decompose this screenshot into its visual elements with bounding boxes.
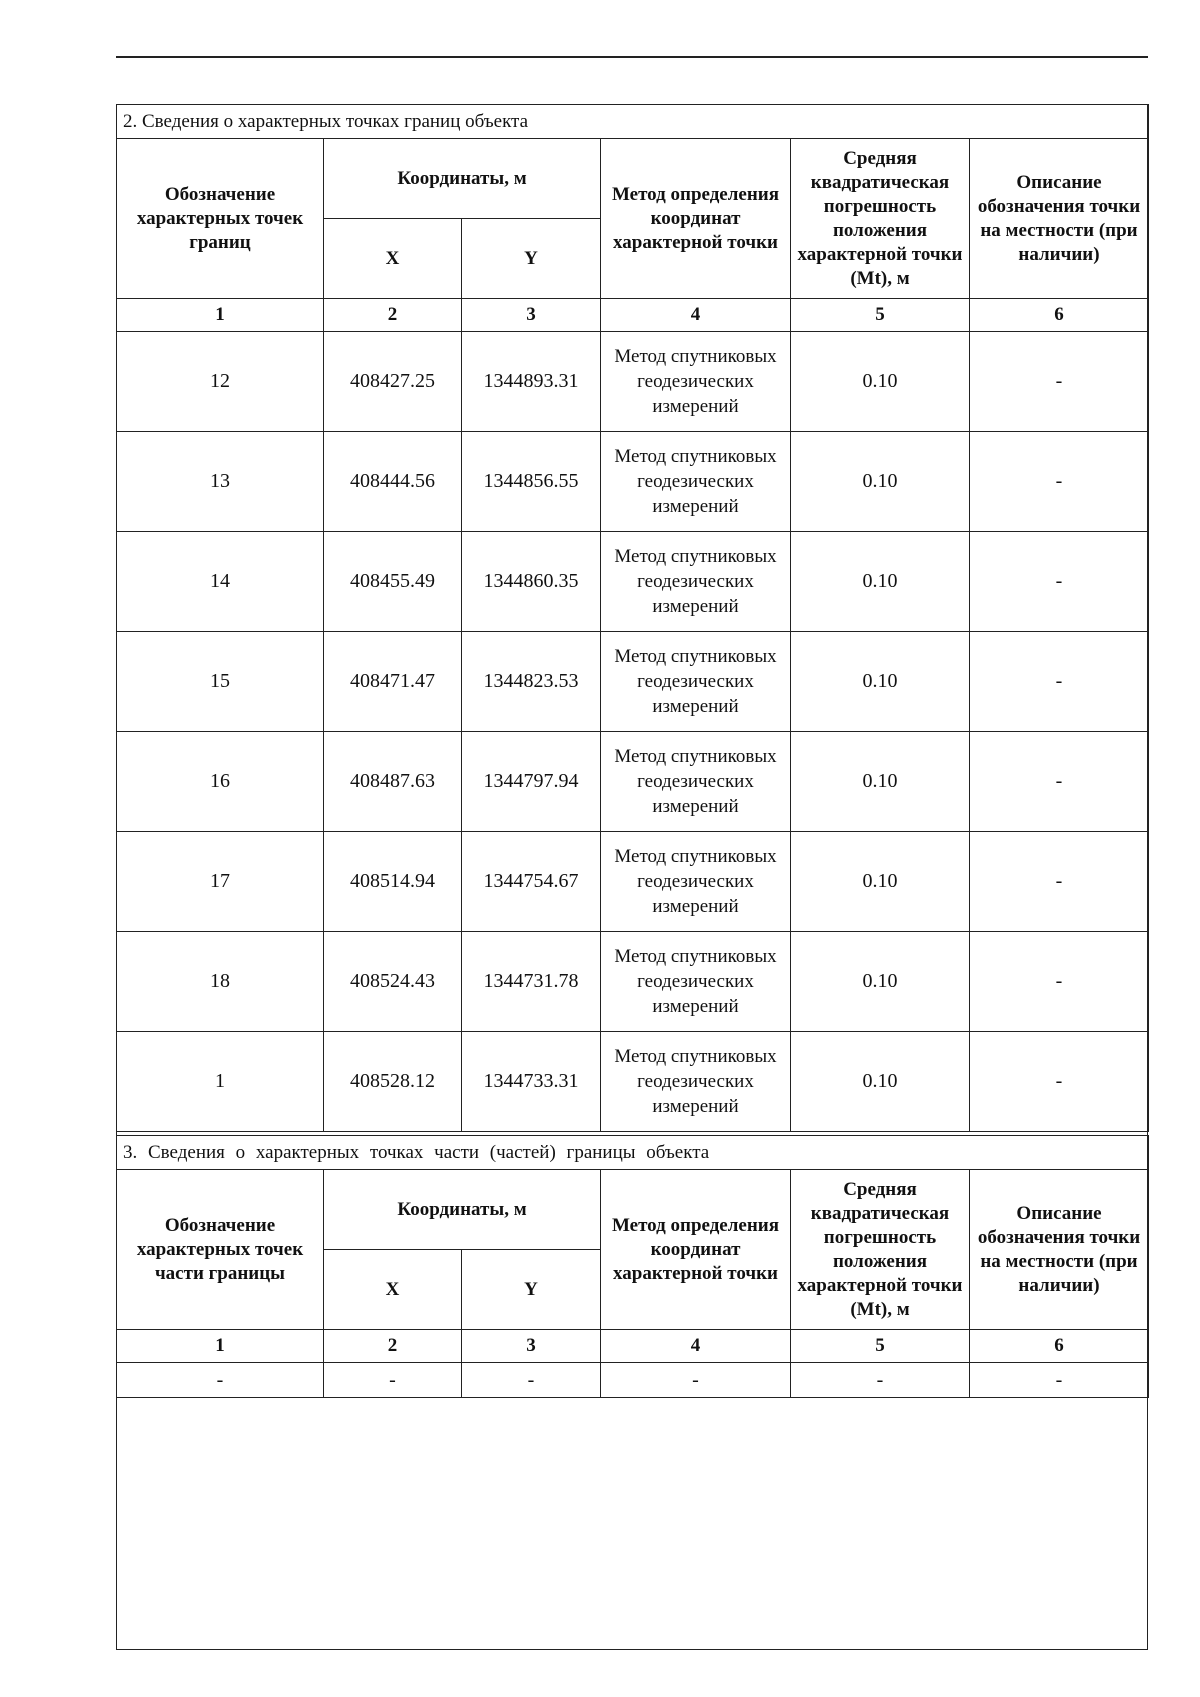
mean-error: 0.10 [791, 532, 970, 632]
point-description: - [970, 632, 1149, 732]
point-description: - [970, 432, 1149, 532]
mean-error: 0.10 [791, 832, 970, 932]
empty-cell: - [791, 1363, 970, 1398]
column-number: 1 [117, 1330, 324, 1363]
mean-error: 0.10 [791, 1032, 970, 1132]
method: Метод спутниковых геодезических измерений [601, 832, 791, 932]
section-caption: 3. Сведения о характерных точках части (частей) границы объекта [117, 1136, 1149, 1170]
coord-x: 408524.43 [324, 932, 462, 1032]
point-id: 16 [117, 732, 324, 832]
point-id: 12 [117, 332, 324, 432]
column-number: 5 [791, 299, 970, 332]
method: Метод спутниковых геодезических измерений [601, 332, 791, 432]
point-description: - [970, 1032, 1149, 1132]
header-method: Метод определения координат характерной точки [601, 1170, 791, 1330]
method: Метод спутниковых геодезических измерений [601, 1032, 791, 1132]
column-number: 3 [462, 299, 601, 332]
point-id: 14 [117, 532, 324, 632]
boundary-points-table [116, 104, 1149, 1132]
table-row [117, 932, 1149, 1032]
column-number: 6 [970, 299, 1149, 332]
empty-cell: - [117, 1363, 324, 1398]
empty-cell: - [601, 1363, 791, 1398]
coord-y: 1344797.94 [462, 732, 601, 832]
mean-error: 0.10 [791, 932, 970, 1032]
header-coordinates: Координаты, м [324, 1170, 601, 1250]
table-row [117, 1363, 1149, 1398]
header-x: X [324, 1250, 462, 1330]
point-description: - [970, 932, 1149, 1032]
coord-x: 408455.49 [324, 532, 462, 632]
coord-x: 408427.25 [324, 332, 462, 432]
header-y: Y [462, 219, 601, 299]
column-number: 5 [791, 1330, 970, 1363]
mean-error: 0.10 [791, 732, 970, 832]
table-row [117, 332, 1149, 432]
method: Метод спутниковых геодезических измерений [601, 532, 791, 632]
coord-y: 1344731.78 [462, 932, 601, 1032]
header-coordinates: Координаты, м [324, 139, 601, 219]
header-description: Описание обозначения точки на местности (при наличии) [970, 139, 1149, 299]
column-number: 2 [324, 299, 462, 332]
point-id: 13 [117, 432, 324, 532]
table-row [117, 432, 1149, 532]
empty-cell: - [970, 1363, 1149, 1398]
table-row [117, 632, 1149, 732]
method: Метод спутниковых геодезических измерений [601, 632, 791, 732]
mean-error: 0.10 [791, 432, 970, 532]
column-number: 4 [601, 1330, 791, 1363]
coord-x: 408444.56 [324, 432, 462, 532]
coord-x: 408487.63 [324, 732, 462, 832]
point-description: - [970, 532, 1149, 632]
empty-cell: - [324, 1363, 462, 1398]
header-x: X [324, 219, 462, 299]
mean-error: 0.10 [791, 632, 970, 732]
coord-y: 1344754.67 [462, 832, 601, 932]
method: Метод спутниковых геодезических измерений [601, 432, 791, 532]
header-error: Средняя квадратическая погрешность положения характерной точки (Mt), м [791, 1170, 970, 1330]
coord-y: 1344823.53 [462, 632, 601, 732]
coord-x: 408471.47 [324, 632, 462, 732]
mean-error: 0.10 [791, 332, 970, 432]
header-description: Описание обозначения точки на местности (при наличии) [970, 1170, 1149, 1330]
coord-y: 1344860.35 [462, 532, 601, 632]
column-number: 2 [324, 1330, 462, 1363]
section-caption: 2. Сведения о характерных точках границ объекта [117, 105, 1149, 139]
empty-cell: - [462, 1363, 601, 1398]
header-error: Средняя квадратическая погрешность положения характерной точки (Mt), м [791, 139, 970, 299]
column-number: 1 [117, 299, 324, 332]
coord-x: 408528.12 [324, 1032, 462, 1132]
coord-y: 1344893.31 [462, 332, 601, 432]
column-number: 4 [601, 299, 791, 332]
method: Метод спутниковых геодезических измерений [601, 732, 791, 832]
header-y: Y [462, 1250, 601, 1330]
method: Метод спутниковых геодезических измерений [601, 932, 791, 1032]
table-row [117, 832, 1149, 932]
top-rule [116, 56, 1148, 58]
point-description: - [970, 832, 1149, 932]
coord-y: 1344733.31 [462, 1032, 601, 1132]
coord-x: 408514.94 [324, 832, 462, 932]
table-row [117, 1032, 1149, 1132]
point-id: 1 [117, 1032, 324, 1132]
point-id: 15 [117, 632, 324, 732]
header-designation: Обозначение характерных точек части границы [117, 1170, 324, 1330]
table-row [117, 532, 1149, 632]
header-designation: Обозначение характерных точек границ [117, 139, 324, 299]
point-description: - [970, 332, 1149, 432]
column-number: 3 [462, 1330, 601, 1363]
coord-y: 1344856.55 [462, 432, 601, 532]
point-id: 17 [117, 832, 324, 932]
column-number: 6 [970, 1330, 1149, 1363]
header-method: Метод определения координат характерной точки [601, 139, 791, 299]
part-boundary-points-table [116, 1135, 1149, 1398]
table-row [117, 732, 1149, 832]
point-description: - [970, 732, 1149, 832]
point-id: 18 [117, 932, 324, 1032]
